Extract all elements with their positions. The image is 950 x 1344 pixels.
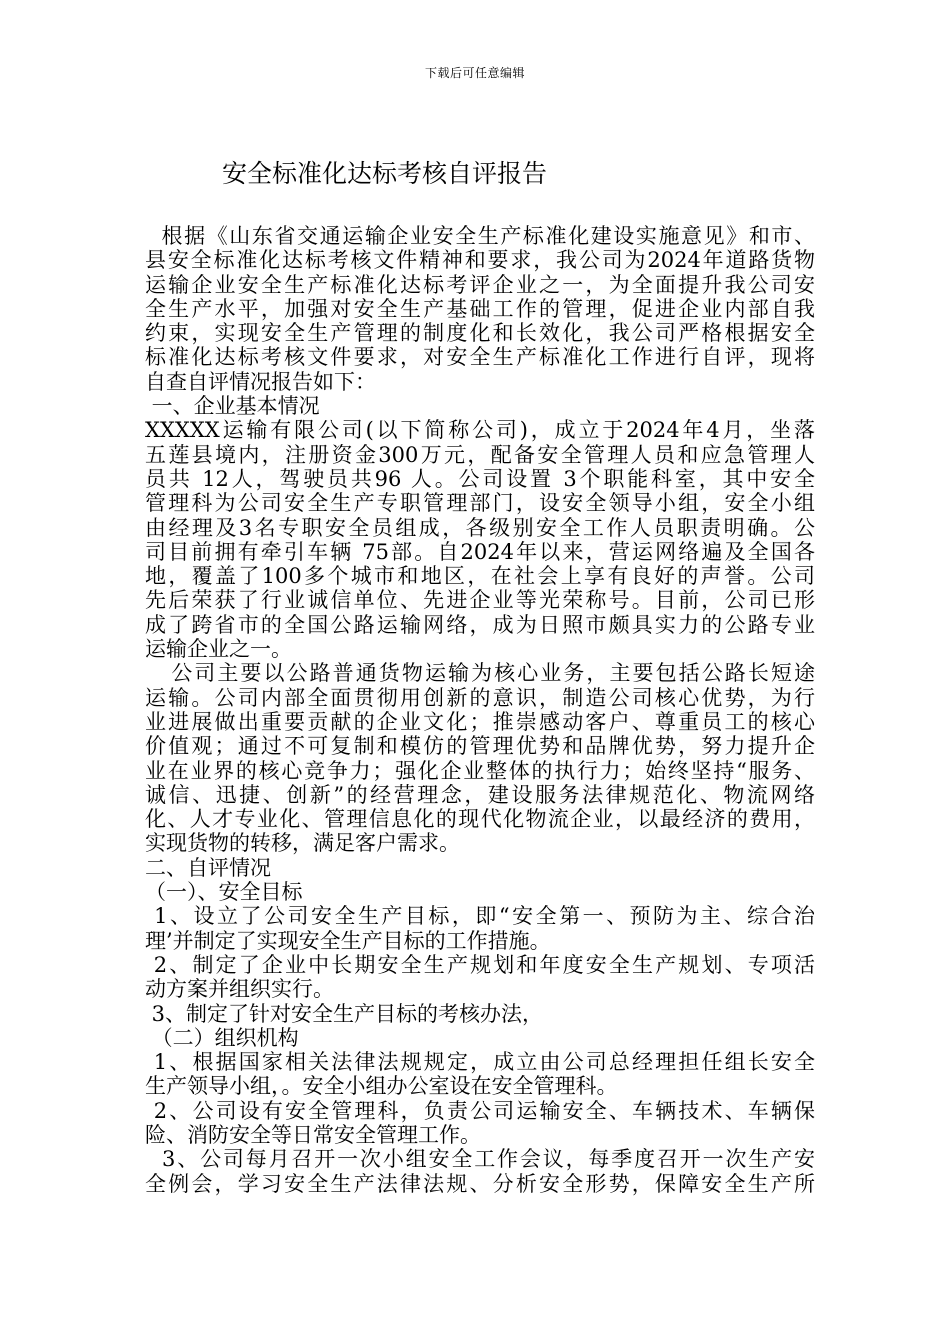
document-title: 安全标准化达标考核自评报告 [222, 159, 548, 188]
body-line: （一）、安全目标 [145, 880, 303, 905]
body-line: 险、消防安全等日常安全管理工作。 [145, 1122, 481, 1147]
body-line: 诚信、迅捷、创新”的经营理念，建设服务法律规范化、物流网络 [145, 782, 815, 807]
body-line: 1、根据国家相关法律法规规定，成立由公司总经理担任组长安全 [145, 1050, 815, 1075]
body-line: 自查自评情况报告如下： [145, 369, 376, 394]
body-line: 地，覆盖了100多个城市和地区，在社会上享有良好的声誉。公司 [145, 564, 815, 589]
body-line: XXXXX运输有限公司(以下简称公司)，成立于2024年4月，坐落 [145, 418, 815, 443]
body-line: 标准化达标考核文件要求，对安全生产标准化工作进行自评，现将 [145, 345, 815, 370]
body-line: 运输企业之一。 [145, 637, 292, 662]
body-line: 一、企业基本情况 [145, 394, 320, 419]
body-line: 1、设立了公司安全生产目标，即“安全第一、预防为主、综合治 [145, 904, 815, 929]
body-line: 约束，实现安全生产管理的制度化和长效化，我公司严格根据安全 [145, 321, 815, 346]
body-line: 化、人才专业化、管理信息化的现代化物流企业，以最经济的费用， [145, 807, 815, 832]
body-line: 动方案并组织实行。 [145, 977, 334, 1002]
body-line: 生产领导小组，。安全小组办公室设在安全管理科。 [145, 1074, 618, 1099]
body-line: 3、制定了针对安全生产目标的考核办法， [145, 1001, 544, 1026]
body-line: 先后荣获了行业诚信单位、先进企业等光荣称号。目前，公司已形 [145, 588, 815, 613]
body-line: 根据《山东省交通运输企业安全生产标准化建设实施意见》和市、 [145, 224, 815, 248]
body-line: 2、制定了企业中长期安全生产规划和年度安全生产规划、专项活 [145, 952, 815, 977]
body-line: 员共 12人，驾驶员共96 人。公司设置 3个职能科室，其中安全 [145, 466, 815, 491]
document-body [145, 224, 815, 1196]
body-line: 公司主要以公路普通货物运输为核心业务，主要包括公路长短途 [145, 661, 815, 686]
body-line: 业在业界的核心竞争力；强化企业整体的执行力；始终坚持“服务、 [145, 758, 815, 783]
body-line: 二、自评情况 [145, 855, 271, 880]
body-line: 运输。公司内部全面贯彻用创新的意识，制造公司核心优势，为行 [145, 685, 815, 710]
header-note: 下载后可任意编辑 [424, 66, 525, 80]
body-line: 实现货物的转移，满足客户需求。 [145, 831, 460, 856]
body-line: 成了跨省市的全国公路运输网络，成为日照市颇具实力的公路专业 [145, 612, 815, 637]
body-line: 业进展做出重要贡献的企业文化；推崇感动客户、尊重员工的核心 [145, 709, 815, 734]
body-line: 五莲县境内，注册资金300万元，配备安全管理人员和应急管理人 [145, 442, 815, 467]
body-line: 运输企业安全生产标准化达标考评企业之一，为全面提升我公司安 [145, 272, 815, 297]
body-line: （二）组织机构 [145, 1025, 299, 1050]
body-line: 3、公司每月召开一次小组安全工作会议，每季度召开一次生产安 [145, 1147, 815, 1172]
body-line: 全生产水平，加强对安全生产基础工作的管理，促进企业内部自我 [145, 296, 815, 321]
body-line: 司目前拥有牵引车辆 75部。自2024年以来，营运网络遍及全国各 [145, 539, 815, 564]
body-line: 全例会，学习安全生产法律法规、分析安全形势，保障安全生产所 [145, 1171, 815, 1196]
body-line: 2、公司设有安全管理科，负责公司运输安全、车辆技术、车辆保 [145, 1098, 815, 1123]
body-line: 理’并制定了实现安全生产目标的工作措施。 [145, 928, 551, 953]
body-line: 价值观；通过不可复制和模仿的管理优势和品牌优势，努力提升企 [145, 734, 815, 759]
body-line: 管理科为公司安全生产专职管理部门，设安全领导小组，安全小组 [145, 491, 815, 516]
body-line: 由经理及3名专职安全员组成，各级别安全工作人员职责明确。公 [145, 515, 815, 540]
body-line: 县安全标准化达标考核文件精神和要求，我公司为2024年道路货物 [145, 248, 815, 273]
